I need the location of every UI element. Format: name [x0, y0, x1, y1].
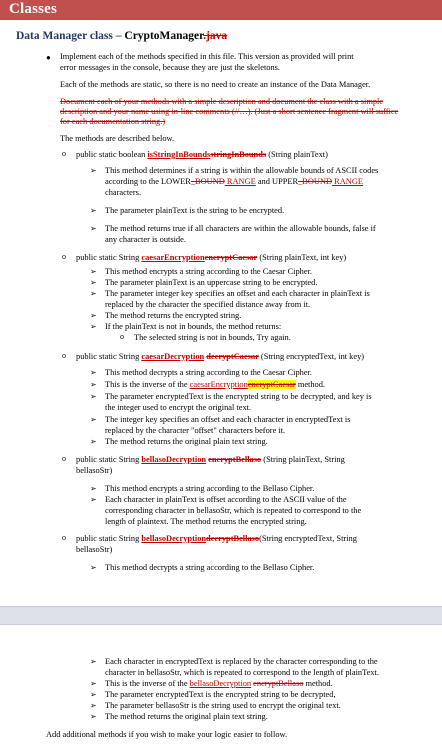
- desc-line: This method encrypts a string according to the Caesar Cipher.: [105, 267, 312, 276]
- bullet-circle: o: [62, 533, 66, 542]
- bullet-circle: o: [62, 454, 66, 463]
- bullet-circle: o: [62, 149, 66, 158]
- method-signature-cont: bellasoStr): [76, 545, 113, 554]
- desc-line: If the plainText is not in bounds, the method returns:: [105, 322, 282, 331]
- desc-line: Each character in plainText is offset according to the ASCII value of the: [105, 495, 347, 504]
- arrow-bullet: ➢: [90, 563, 97, 572]
- arrow-bullet: ➢: [90, 712, 97, 721]
- desc-line: The parameter integer key specifies an offset and each character in plainText is: [105, 289, 370, 298]
- desc-line: characters.: [105, 188, 142, 197]
- desc-line: The method returns the encrypted string.: [105, 311, 242, 320]
- arrow-bullet: ➢: [90, 657, 97, 666]
- arrow-bullet: ➢: [90, 278, 97, 287]
- desc-line: This is the inverse of the bellasoDecryption encryptBellaso method.: [105, 679, 333, 688]
- deleted-line: description and your name using in-line comments (//…). (Just a short sentence fragment will suffice: [60, 107, 399, 116]
- deleted-line: Document each of your methods with a simple description and document the class with a simple: [60, 97, 384, 106]
- method-signature: public static String bellasoDecryption encryptBellaso (String plainText, String: [76, 455, 345, 464]
- arrow-bullet: ➢: [90, 267, 97, 276]
- desc-line: The integer key specifies an offset and each character in encryptedText is: [105, 415, 351, 424]
- desc-line: replaced by the character "offset" characters before it.: [105, 426, 286, 435]
- section-banner: [0, 0, 442, 20]
- arrow-bullet: ➢: [90, 380, 97, 389]
- class-heading: [16, 30, 227, 42]
- heading-prefix: Data Manager class –: [16, 30, 125, 42]
- desc-line: Each character in encryptedText is replaced by the character corresponding to the: [105, 657, 378, 666]
- arrow-bullet: ➢: [90, 679, 97, 688]
- desc-line: The parameter plainText is the string to be encrypted.: [105, 206, 285, 215]
- desc-line: the integer used to encrypt the original text.: [105, 403, 252, 412]
- footer-note: Add additional methods if you wish to make your logic easier to follow.: [46, 730, 288, 739]
- desc-line: length of plaintext. The method returns the encrypted string.: [105, 517, 307, 526]
- bullet-circle: o: [62, 252, 66, 261]
- method-signature-cont: bellasoStr): [76, 466, 113, 475]
- method-signature: public static String caesarDecryption decryptCaesar (String encryptedText, int key): [76, 352, 365, 361]
- section-title: Classes: [9, 1, 58, 17]
- intro-line: Each of the methods are static, so there is no need to create an instance of the Data Manager.: [60, 80, 371, 89]
- arrow-bullet: ➢: [90, 206, 97, 215]
- deleted-line: for each documentation string.): [60, 117, 166, 126]
- desc-line: replaced by the character the specified distance away from it.: [105, 300, 311, 309]
- arrow-bullet: ➢: [90, 701, 97, 710]
- method-signature: public static String bellasoDecryptiondecryptBellaso(String encryptedText, String: [76, 534, 357, 543]
- method-signature: public static String caesarEncryptionencryptCaesar (String plainText, int key): [76, 253, 347, 262]
- intro-line: The methods are described below.: [60, 134, 175, 143]
- desc-line: The selected string is not in bounds, Try again.: [134, 333, 291, 342]
- arrow-bullet: ➢: [90, 437, 97, 446]
- arrow-bullet: ➢: [90, 392, 97, 401]
- bullet-circle: o: [62, 351, 66, 360]
- arrow-bullet: ➢: [90, 322, 97, 331]
- desc-line: This method encrypts a string according to the Bellaso Cipher.: [105, 484, 315, 493]
- desc-line: The method returns the original plain text string.: [105, 712, 268, 721]
- desc-line: character in bellasoStr, which is repeated to correspond to the length of plainText.: [105, 668, 379, 677]
- desc-line: This method determines if a string is within the allowable bounds of ASCII codes: [105, 166, 379, 175]
- desc-line: This method decrypts a string according to the Caesar Cipher.: [105, 368, 312, 377]
- desc-line: The parameter plainText is an uppercase string to be encrypted.: [105, 278, 318, 287]
- desc-line: any character is outside.: [105, 235, 186, 244]
- heading-ext: .java: [203, 30, 228, 42]
- arrow-bullet: ➢: [90, 224, 97, 233]
- desc-line: The parameter encryptedText is the encrypted string to be decrypted,: [105, 690, 336, 699]
- heading-filename: CryptoManager: [124, 30, 204, 42]
- method-signature: public static boolean isStringInBoundsstringInBounds (String plainText): [76, 150, 328, 159]
- desc-line: according to the LOWER_BOUND RANGE and UPPER_BOUND RANGE: [105, 177, 364, 186]
- desc-line: This method decrypts a string according to the Bellaso Cipher.: [105, 563, 315, 572]
- arrow-bullet: ➢: [90, 484, 97, 493]
- desc-line: The method returns the original plain text string.: [105, 437, 268, 446]
- arrow-bullet: ➢: [90, 368, 97, 377]
- bullet-disc: ●: [46, 53, 51, 62]
- desc-line: This is the inverse of the caesarEncryptionencryptCaesar method.: [105, 380, 326, 389]
- arrow-bullet: ➢: [90, 166, 97, 175]
- desc-line: corresponding character in bellasoStr, which is repeated to correspond to the: [105, 506, 362, 515]
- sub-bullet-circle: o: [120, 332, 124, 341]
- arrow-bullet: ➢: [90, 690, 97, 699]
- arrow-bullet: ➢: [90, 311, 97, 320]
- arrow-bullet: ➢: [90, 495, 97, 504]
- arrow-bullet: ➢: [90, 289, 97, 298]
- desc-line: The parameter encryptedText is the encrypted string to be decrypted, and key is: [105, 392, 372, 401]
- intro-line: error messages in the console, because they are just the skeletons.: [60, 63, 281, 72]
- page-break: [0, 606, 442, 625]
- desc-line: The method returns true if all characters are within the allowable bounds, false if: [105, 224, 376, 233]
- arrow-bullet: ➢: [90, 415, 97, 424]
- desc-line: The parameter bellasoStr is the string used to encrypt the original text.: [105, 701, 341, 710]
- intro-line: Implement each of the methods specified in this file. This version as provided will print: [60, 52, 354, 61]
